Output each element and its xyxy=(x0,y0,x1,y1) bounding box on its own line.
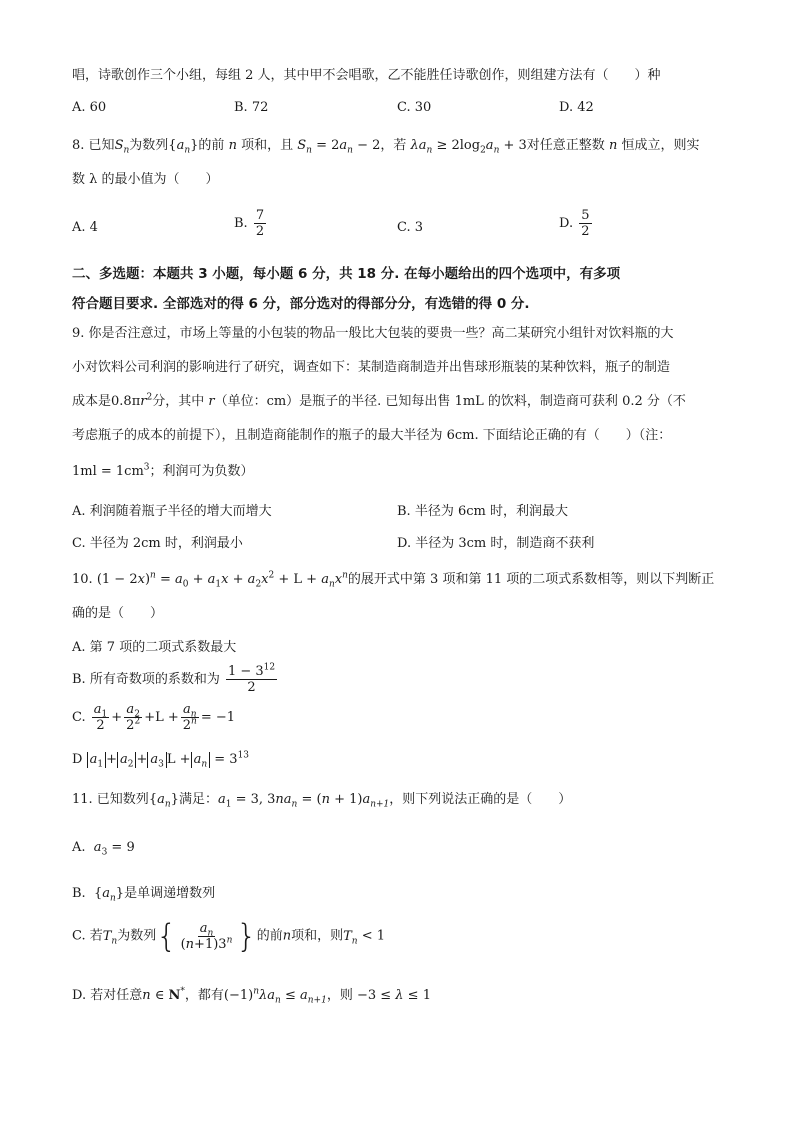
q7-option-c: C. 30 xyxy=(397,100,432,115)
q8-option-d: D. $\frac{5}{2}$ xyxy=(559,208,590,239)
q10-option-b: B. 所有奇数项的系数和为 $\frac{1 - 3^{12}}{2}$ xyxy=(72,662,276,695)
q9-option-b: B. 半径为 6cm 时，利润最大 xyxy=(397,504,568,519)
q7-option-b: B. 72 xyxy=(234,100,269,115)
q9-option-a: A. 利润随着瓶子半径的增大而增大 xyxy=(72,504,272,519)
q7-option-a: A. 60 xyxy=(72,100,107,115)
q10-option-a: A. 第 7 项的二项式系数最大 xyxy=(72,640,237,655)
q11-option-b: B. $\{a_n\}$是单调递增数列 xyxy=(72,886,216,904)
q11-stem: 11. 已知数列$\{a_n\}$满足：$a_1 = 3$, $3na_n = (n + 1)a_{n+1}$，则下列说法正确的是（ ） xyxy=(72,792,572,810)
section-2-heading-line1: 二、多选题：本题共 3 小题，每小题 6 分，共 18 分. 在每小题给出的四个选项中，有多项 xyxy=(72,266,621,282)
q10-stem-line1: 10. $(1 - 2x)^n = a_0 + a_1x + a_2x^2 + L + a_nx^n$的展开式中第 3 项和第 11 项的二项式系数相等，则以下判断正 xyxy=(72,570,715,590)
q9-stem-line4: 考虑瓶子的成本的前提下），且制造商能制作的瓶子的最大半径为 6cm. 下面结论正确的有（ ）（注： xyxy=(72,428,672,443)
q10-option-d: D $a_1 + a_2 + a_3$ $L + a_n = 3^{13}$ xyxy=(72,750,250,770)
q11-option-a: A. $a_3 = 9$ xyxy=(72,840,135,858)
section-2-heading-line2: 符合题目要求. 全部选对的得 6 分，部分选对的得部分分，有选错的得 0 分. xyxy=(72,296,530,312)
q9-stem-line3: 成本是$0.8\pi r^2$分，其中 r（单位：cm）是瓶子的半径. 已知每出售 1mL 的饮料，制造商可获利 0.2 分（不 xyxy=(72,392,686,409)
q9-stem-line5: $1ml = 1cm^3$；利润可为负数） xyxy=(72,462,254,479)
q8-option-c: C. 3 xyxy=(397,220,424,235)
q7-continuation: 唱，诗歌创作三个小组，每组 2 人，其中甲不会唱歌，乙不能胜任诗歌创作，则组建方法有（ ）种 xyxy=(72,68,661,83)
q8-stem-line2: 数 λ 的最小值为（ ） xyxy=(72,172,219,187)
q7-option-d: D. 42 xyxy=(559,100,594,115)
q11-option-d: D. 若对任意n ∈ N*，都有$(-1)^n\lambda a_n \le a_{n+1}$，则 −3 ≤ λ ≤ 1 xyxy=(72,986,431,1006)
q11-option-c: C. 若$T_n$为数列{ $\frac{a_n}{(n+1)3^n}$ }的前n项和，则$T_n < 1$ xyxy=(72,917,386,955)
q10-option-c: C. $\frac{a_1}{2}$ + $\frac{a_2}{2^2}$ +L + $\frac{a_n}{2^n}$ = −1 xyxy=(72,702,236,733)
q8-option-b: B. $\frac{7}{2}$ xyxy=(234,208,265,239)
q9-stem-line1: 9. 你是否注意过，市场上等量的小包装的物品一般比大包装的要贵一些？高二某研究小组针对饮料瓶的大 xyxy=(72,326,674,341)
q8-stem-line1: 8. 已知$S_n$为数列$\{a_n\}$的前 n 项和，且 $S_n = 2a_n - 2$，若 $\lambda a_n \ge 2\log_2a_n + 3$对任意正整数 n 恒成立，则实 xyxy=(72,138,700,156)
q9-option-c: C. 半径为 2cm 时，利润最小 xyxy=(72,536,243,551)
q8-option-a: A. 4 xyxy=(72,220,98,235)
q10-stem-line2: 确的是（ ） xyxy=(72,606,164,621)
q9-option-d: D. 半径为 3cm 时，制造商不获利 xyxy=(397,536,595,551)
q9-stem-line2: 小对饮料公司利润的影响进行了研究，调查如下：某制造商制造并出售球形瓶装的某种饮料，瓶子的制造 xyxy=(72,360,671,375)
